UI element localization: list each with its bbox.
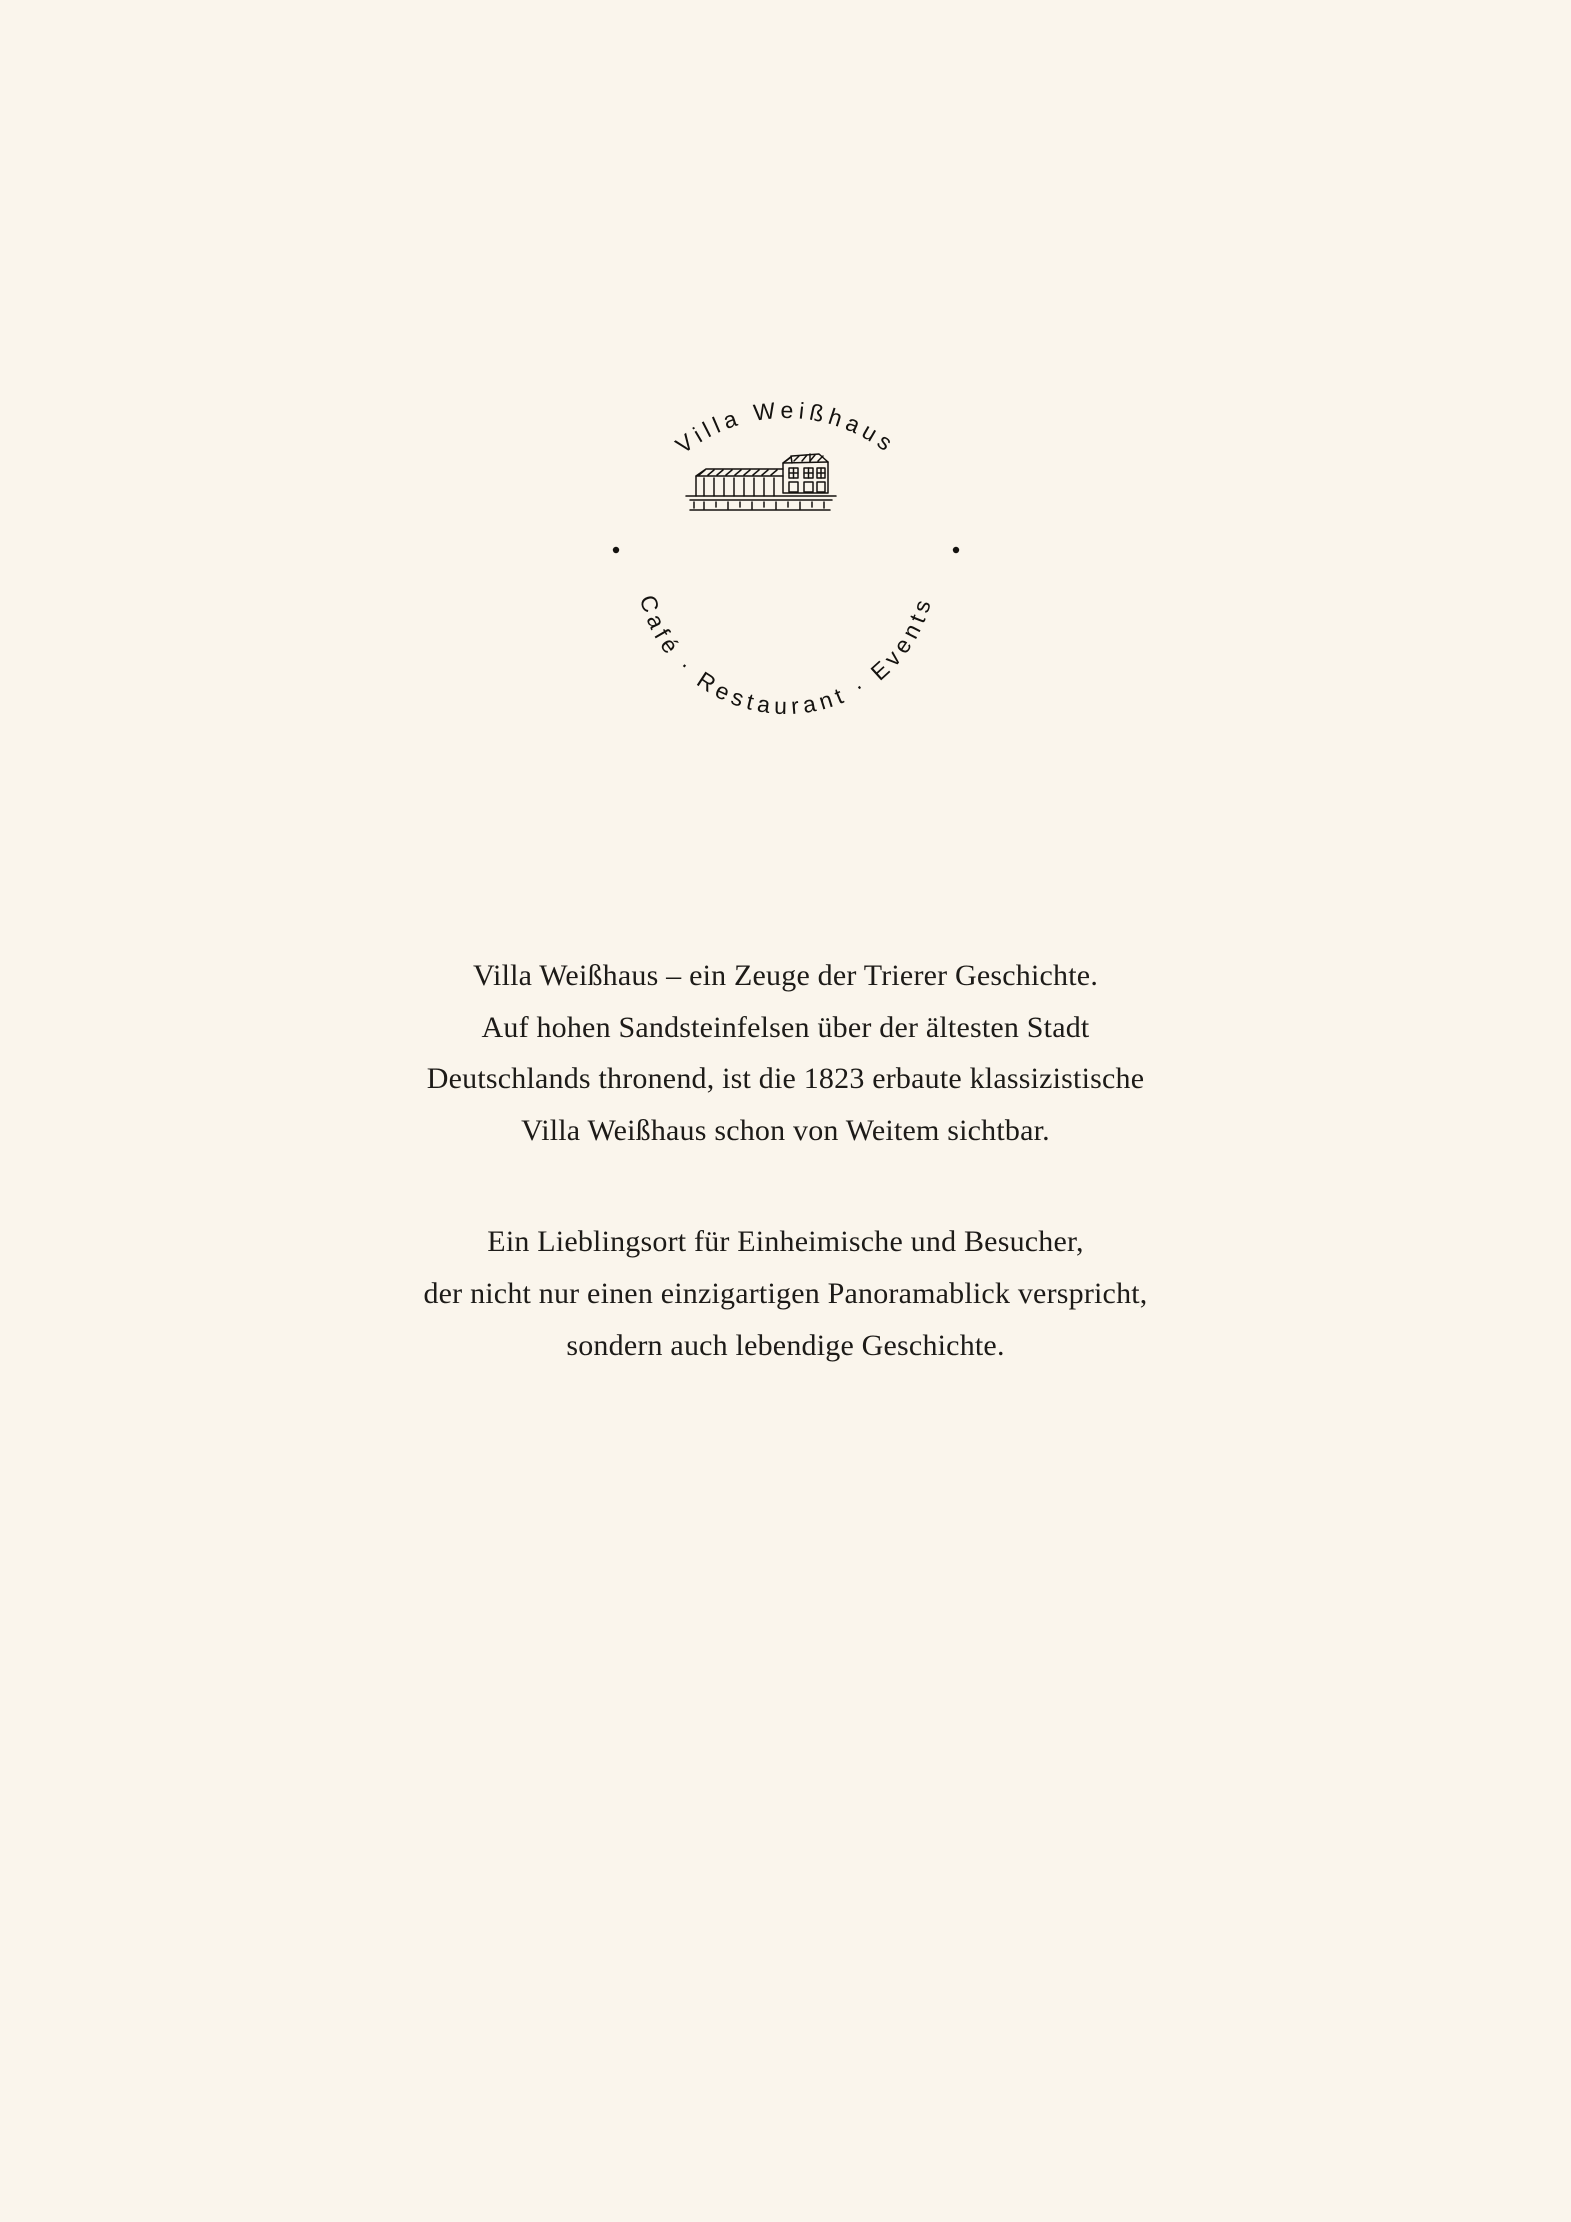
logo-top-arc-textpath: Villa Weißhaus bbox=[670, 396, 901, 459]
intro-line: der nicht nur einen einzigartigen Panoramablick verspricht, bbox=[423, 1276, 1148, 1310]
logo-bottom-arc-textpath: Café · Restaurant · Events bbox=[634, 591, 937, 720]
intro-paragraph-2 bbox=[286, 1216, 1286, 1371]
logo-bottom-arc-text bbox=[634, 592, 936, 719]
logo-dot-right bbox=[952, 547, 958, 553]
intro-line: sondern auch lebendige Geschichte. bbox=[566, 1328, 1005, 1362]
intro-copy bbox=[286, 950, 1286, 1371]
intro-line: Deutschlands thronend, ist die 1823 erbaute klassizistische bbox=[426, 1062, 1145, 1096]
villa-illustration-icon bbox=[686, 454, 836, 510]
intro-paragraph-1 bbox=[286, 950, 1286, 1156]
logo-top-arc-text bbox=[670, 397, 901, 459]
intro-line: Ein Lieblingsort für Einheimische und Besucher, bbox=[487, 1225, 1084, 1259]
intro-line: Villa Weißhaus – ein Zeuge der Trierer Geschichte. bbox=[472, 959, 1099, 992]
intro-line: Auf hohen Sandsteinfelsen über der ältesten Stadt bbox=[481, 1010, 1090, 1044]
brand-logo bbox=[586, 368, 986, 768]
villa-weisshaus-seal-icon bbox=[586, 368, 986, 768]
logo-dot-left bbox=[612, 547, 618, 553]
intro-line: Villa Weißhaus schon von Weitem sichtbar. bbox=[521, 1113, 1050, 1147]
